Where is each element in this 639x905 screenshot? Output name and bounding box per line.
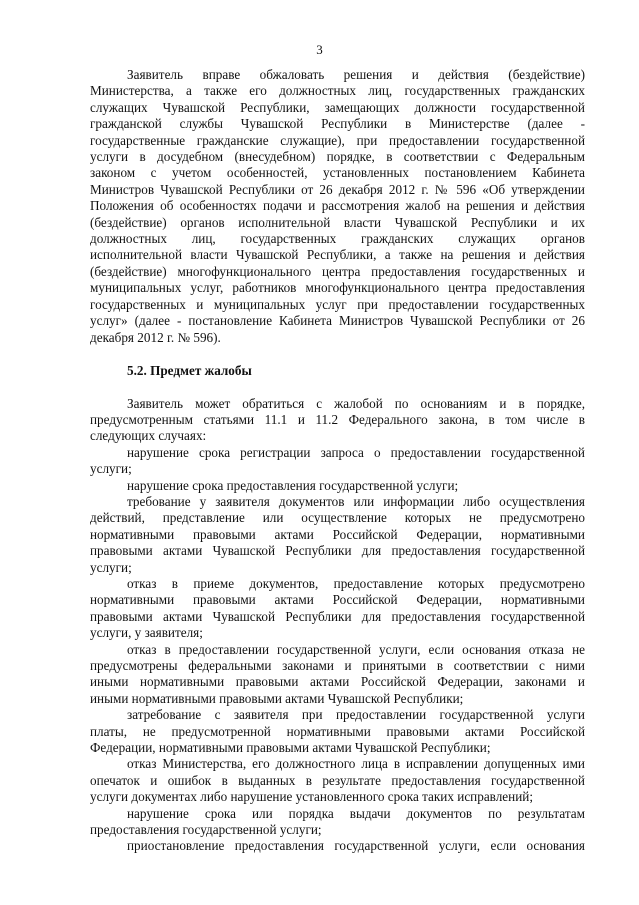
document-body (90, 67, 585, 855)
text-line: (бездействие) органов исполнительной власти Чувашской Республики и их (90, 214, 585, 230)
text-line: нарушение срока регистрации запроса о предоставлении государственной (127, 444, 585, 460)
list-item (90, 756, 585, 805)
list-item (90, 478, 585, 494)
text-line: декабря 2012 г. № 596). (90, 329, 221, 345)
list-item (90, 576, 585, 642)
text-line: действий, представление или осуществление которых не предусмотрено (90, 510, 585, 526)
list-item (90, 806, 585, 839)
text-line: предоставления государственной услуги; (90, 822, 322, 838)
text-line: Министров Чувашской Республики от 26 декабря 2012 г. № 596 «Об утверждении (90, 181, 585, 197)
text-line: нормативными правовыми актами Российской Федерации, нормативными (90, 526, 585, 542)
list-item (90, 445, 585, 478)
paragraph-appeal-right (90, 67, 585, 346)
text-line: иными нормативными правовыми актами Чувашской Республики; (90, 690, 464, 706)
text-line: услуги в досудебном (внесудебном) порядке, в соответствии с Федеральным (90, 149, 585, 165)
list-item (90, 838, 585, 854)
text-line: государственных и муниципальных услуг при предоставлении государственных (90, 296, 585, 312)
list-item (90, 494, 585, 576)
page-number: 3 (316, 42, 323, 57)
list-item (90, 642, 585, 708)
text-line: услуг» (далее - постановление Кабинета Министров Чувашской Республики от 26 (90, 313, 585, 329)
text-line: нарушение срока предоставления государственной услуги; (127, 477, 459, 493)
text-line: нарушение срока или порядка выдачи документов по результатам (127, 805, 585, 821)
text-line: услуги, у заявителя; (90, 625, 203, 641)
text-line: Министерства, а также его должностных лиц, государственных гражданских (90, 83, 585, 99)
text-line: исполнительной власти Чувашской Республики, а также на решения и действия (90, 247, 585, 263)
text-line: услуги документах либо нарушение установленного срока таких исправлений; (90, 789, 533, 805)
text-line: Федерации, нормативными правовыми актами Чувашской Республики; (90, 740, 491, 756)
text-line: (бездействие) многофункционального центра предоставления государственных и (90, 263, 585, 279)
text-line: законом с учетом особенностей, установленных постановлением Кабинета (90, 165, 585, 181)
text-line: услуги; (90, 461, 132, 477)
text-line: следующих случаях: (90, 428, 207, 444)
text-line: требование у заявителя документов или информации либо осуществления (127, 493, 585, 509)
spacer (90, 346, 585, 363)
text-line: должностных лиц, государственных гражданских служащих органов (90, 231, 585, 247)
text-line: затребование с заявителя при предоставлении государственной услуги (127, 707, 585, 723)
text-line: нормативными правовыми актами Российской Федерации, нормативными (90, 592, 585, 608)
text-line: правовыми актами Чувашской Республики для предоставления государственной (90, 543, 585, 559)
text-line: гражданской службы Чувашской Республики в Министерстве (далее - (90, 116, 585, 132)
section-heading: 5.2. Предмет жалобы (127, 362, 252, 378)
text-line: приостановление предоставления государственной услуги, если основания (127, 838, 585, 854)
text-line: отказ в приеме документов, предоставление которых предусмотрено (127, 575, 585, 591)
text-line: Положения об особенностях подачи и рассмотрения жалоб на решения и действия (90, 198, 585, 214)
text-line: иными нормативными правовыми актами Российской Федерации, законами и (90, 674, 585, 690)
text-line: Заявитель может обратиться с жалобой по основаниям и в порядке, (127, 395, 585, 411)
text-line: отказ Министерства, его должностного лица в исправлении допущенных ими (127, 756, 585, 772)
spacer (90, 379, 585, 396)
text-line: услуги; (90, 559, 132, 575)
paragraph-complaint-grounds (90, 396, 585, 445)
text-line: муниципальных услуг, работников многофункционального центра предоставления (90, 280, 585, 296)
text-line: правовыми актами Чувашской Республики для предоставления государственной (90, 608, 585, 624)
text-line: опечаток и ошибок в выданных в результате предоставления государственной (90, 772, 585, 788)
text-line: предусмотрены федеральными законами и принятыми в соответствии с ними (90, 658, 585, 673)
text-line: Заявитель вправе обжаловать решения и действия (бездействие) (127, 67, 585, 82)
text-line: отказ в предоставлении государственной услуги, если основания отказа не (127, 641, 585, 657)
text-line: предусмотренным статьями 11.1 и 11.2 Федерального закона, в том числе в (90, 411, 585, 427)
text-line: платы, не предусмотренной нормативными правовыми актами Российской (90, 723, 585, 739)
list-item (90, 707, 585, 756)
text-line: служащих Чувашской Республики, замещающих должности государственной (90, 99, 585, 115)
text-line: государственные гражданские служащие), при предоставлении государственной (90, 132, 585, 148)
